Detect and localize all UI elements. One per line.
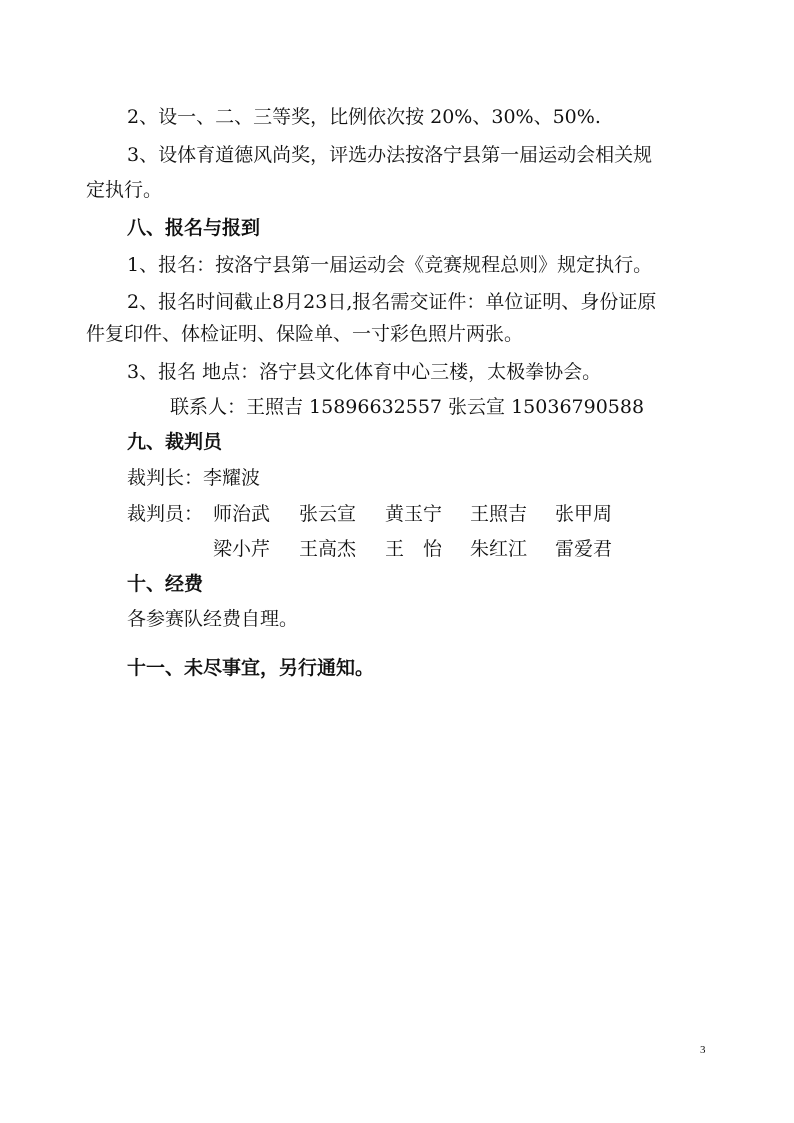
chief-referee-line: 裁判长：李耀波 bbox=[127, 467, 261, 489]
sportsmanship-award-item-continued: 定执行。 bbox=[86, 179, 163, 201]
sportsmanship-award-item: 3、设体育道德风尚奖，评选办法按洛宁县第一届运动会相关规 bbox=[127, 144, 653, 166]
funding-line: 各参赛队经费自理。 bbox=[127, 608, 299, 630]
registration-location-item: 3、报名 地点：洛宁县文化体育中心三楼，太极拳协会。 bbox=[127, 361, 602, 383]
referee-name: 黄玉宁 bbox=[385, 503, 443, 525]
section-eleven-heading: 十一、未尽事宜，另行通知。 bbox=[127, 657, 375, 679]
page-number: 3 bbox=[700, 1044, 706, 1056]
contact-line: 联系人：王照吉 15896632557 张云宣 15036790588 bbox=[170, 396, 645, 418]
registration-deadline-item: 2、报名时间截止8月23日,报名需交证件：单位证明、身份证原 bbox=[127, 291, 657, 313]
referee-name: 王高杰 bbox=[299, 538, 357, 560]
section-nine-heading: 九、裁判员 bbox=[127, 431, 223, 453]
award-levels-item: 2、设一、二、三等奖，比例依次按 20%、30%、50%. bbox=[127, 106, 601, 128]
referee-name: 张甲周 bbox=[555, 503, 613, 525]
referees-row-2 bbox=[127, 537, 667, 561]
referee-name: 雷爱君 bbox=[555, 538, 613, 560]
referee-name: 张云宣 bbox=[299, 503, 357, 525]
referee-name: 王 怡 bbox=[385, 538, 443, 560]
referee-name: 王照吉 bbox=[470, 503, 528, 525]
referee-name: 师治武 bbox=[213, 503, 271, 525]
registration-rule-item: 1、报名：按洛宁县第一届运动会《竞赛规程总则》规定执行。 bbox=[127, 254, 653, 276]
referees-label: 裁判员： bbox=[127, 503, 204, 525]
referees-row-1 bbox=[127, 502, 667, 526]
section-eight-heading: 八、报名与报到 bbox=[127, 217, 261, 239]
registration-deadline-item-continued: 件复印件、体检证明、保险单、一寸彩色照片两张。 bbox=[86, 323, 524, 345]
referee-name: 朱红江 bbox=[470, 538, 528, 560]
section-ten-heading: 十、经费 bbox=[127, 573, 204, 595]
referee-name: 梁小芹 bbox=[213, 538, 271, 560]
